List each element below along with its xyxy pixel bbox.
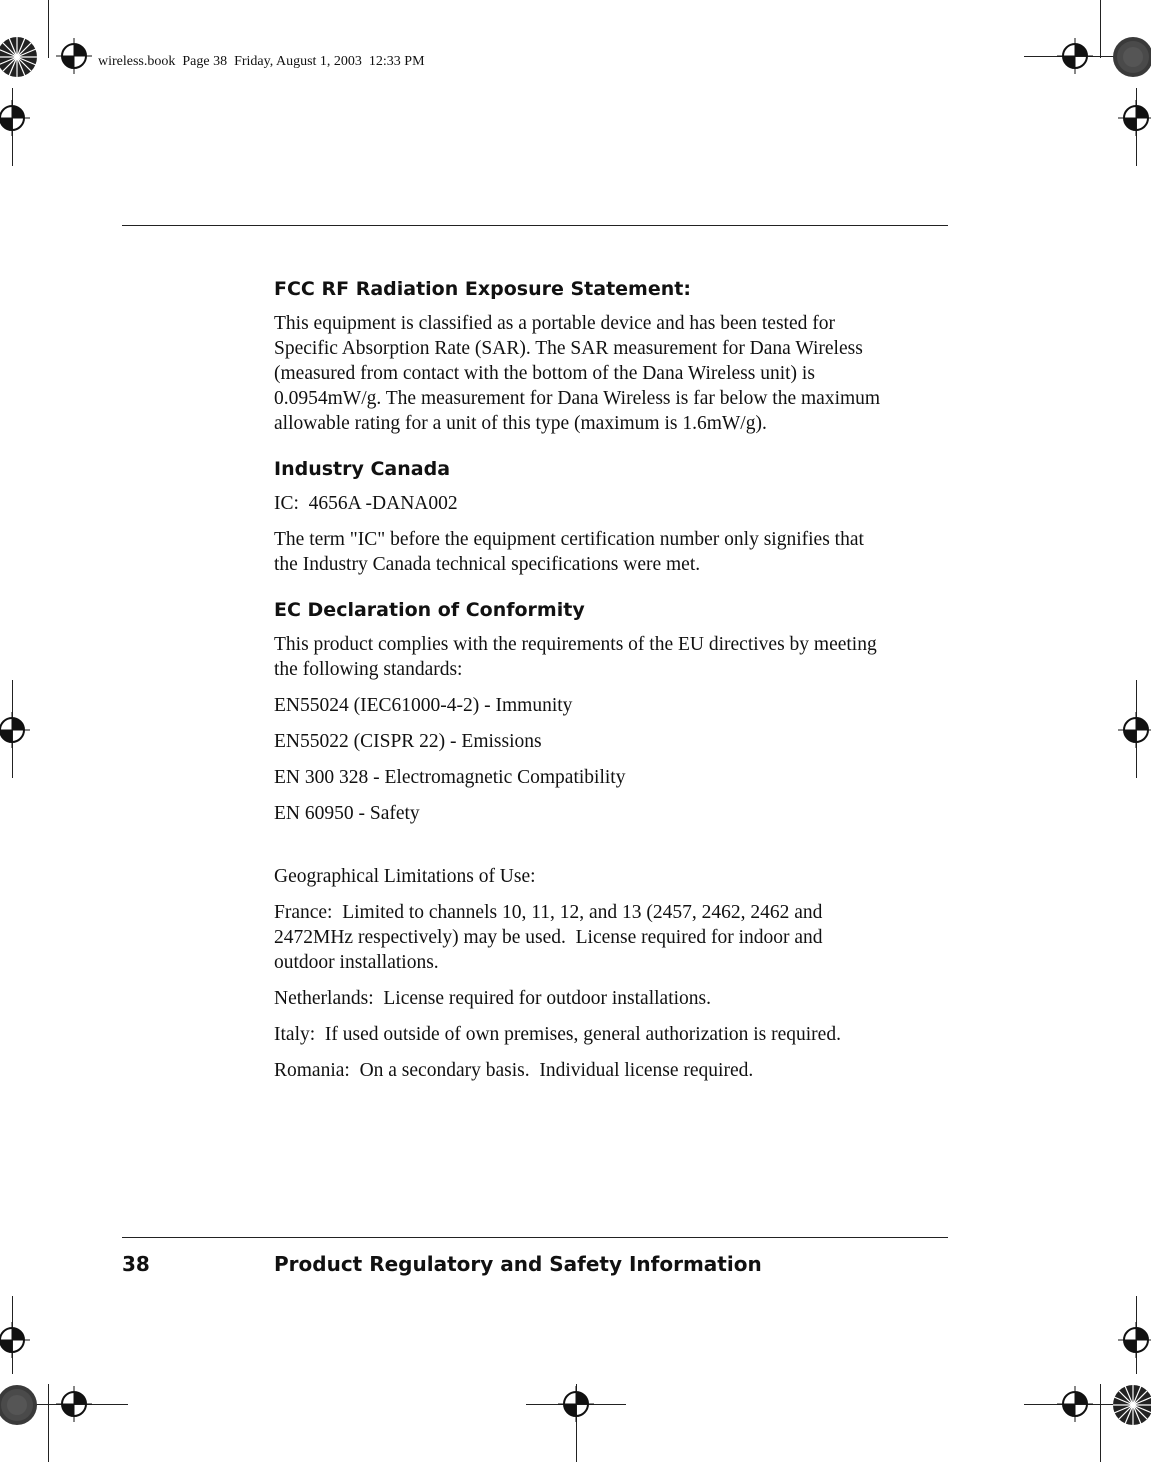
fcc-section: [274, 276, 884, 436]
crop-line: [48, 1384, 49, 1462]
ic-heading: Industry Canada: [274, 458, 451, 480]
footer-title: Product Regulatory and Safety Information: [274, 1252, 762, 1276]
registration-mark-icon: [558, 1386, 594, 1422]
slug-line: wireless.book Page 38 Friday, August 1, 2003 12:33 PM: [98, 54, 425, 69]
ec-standard-item: EN 60950 - Safety: [274, 803, 420, 824]
footer-rule: [122, 1237, 948, 1238]
ec-intro: This product complies with the requirements of the EU directives by meeting the following standards:: [274, 634, 877, 680]
main-content: [274, 276, 884, 1103]
geo-item: Netherlands: License required for outdoor installations.: [274, 988, 711, 1009]
starburst-icon: [1112, 36, 1151, 78]
ec-standard-item: EN 300 328 - Electromagnetic Compatibility: [274, 767, 626, 788]
geo-heading: Geographical Limitations of Use:: [274, 866, 536, 887]
geo-section: [274, 864, 884, 1083]
registration-mark-icon: [56, 38, 92, 74]
fcc-heading: FCC RF Radiation Exposure Statement:: [274, 278, 691, 300]
ec-heading: EC Declaration of Conformity: [274, 599, 585, 621]
registration-mark-icon: [0, 712, 30, 748]
registration-mark-icon: [0, 100, 30, 136]
ec-standard-item: EN55022 (CISPR 22) - Emissions: [274, 731, 542, 752]
starburst-icon: [0, 1384, 38, 1426]
registration-mark-icon: [1057, 1386, 1093, 1422]
ec-section: [274, 597, 884, 826]
geo-item: France: Limited to channels 10, 11, 12, and 13 (2457, 2462, 2462 and 2472MHz respectively) may be used. License required for indoor and outdoor installations.: [274, 902, 828, 973]
ic-paragraph: The term "IC" before the equipment certification number only signifies that the Industry Canada technical specifications were met.: [274, 529, 864, 575]
registration-mark-icon: [1057, 38, 1093, 74]
geo-item: Italy: If used outside of own premises, general authorization is required.: [274, 1024, 841, 1045]
registration-mark-icon: [1118, 712, 1151, 748]
registration-mark-icon: [0, 1322, 30, 1358]
fcc-paragraph: This equipment is classified as a portable device and has been tested for Specific Absorption Rate (SAR). The SAR measurement for Dana Wireless (measured from contact with the bottom of the Dana Wireless unit) is 0.0954mW/g. The measurement for Dana Wireless is far below the maximum allowable rating for a unit of this type (maximum is 1.6mW/g).: [274, 313, 881, 434]
registration-mark-icon: [56, 1386, 92, 1422]
starburst-icon: [0, 36, 38, 78]
ic-section: [274, 456, 884, 577]
registration-mark-icon: [1118, 1322, 1151, 1358]
header-rule: [122, 225, 948, 226]
registration-mark-icon: [1118, 100, 1151, 136]
crop-line: [1100, 0, 1101, 58]
geo-item: Romania: On a secondary basis. Individual license required.: [274, 1060, 754, 1081]
page-number: 38: [122, 1252, 150, 1276]
ic-number: IC: 4656A -DANA002: [274, 493, 458, 514]
crop-line: [48, 0, 49, 58]
crop-line: [1100, 1384, 1101, 1462]
ec-standard-item: EN55024 (IEC61000-4-2) - Immunity: [274, 695, 573, 716]
starburst-icon: [1112, 1384, 1151, 1426]
